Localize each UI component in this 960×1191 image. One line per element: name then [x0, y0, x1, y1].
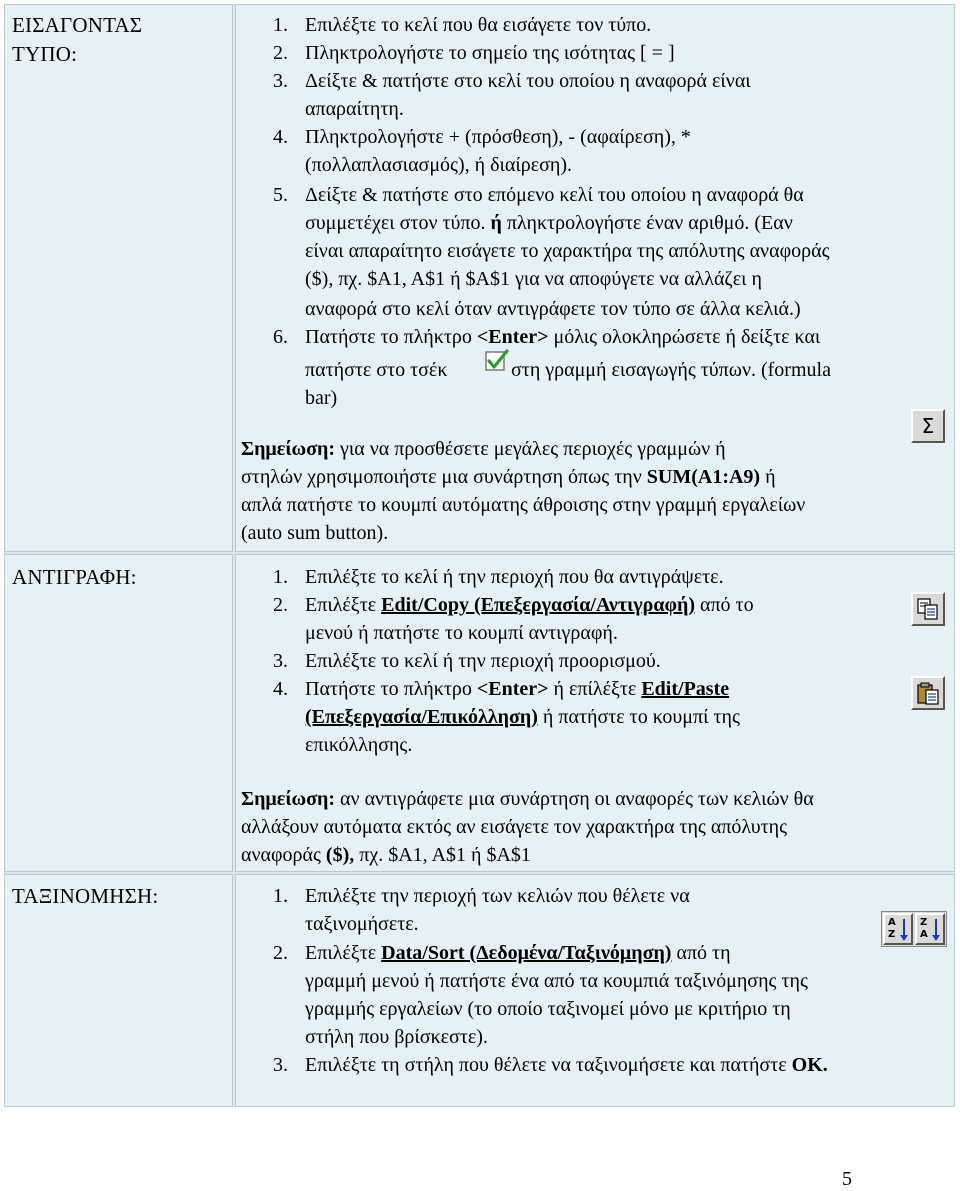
step-text: (Επεξεργασία/Επικόλληση) ή πατήστε το κουμπί της	[305, 706, 740, 728]
step-number: 1.	[273, 14, 288, 36]
step-text: γραμμή μενού ή πατήστε ένα από τα κουμπιά ταξινόμησης της	[305, 970, 808, 992]
step-text: συμμετέχει στον τύπο. ή πληκτρολογήστε έναν αριθμό. (Εαν	[305, 212, 793, 234]
label-cell-copy	[4, 554, 233, 872]
step-number: 3.	[273, 650, 288, 672]
sort-descending-button[interactable]	[915, 913, 945, 945]
step-text: Πατήστε το πλήκτρο <Enter> μόλις ολοκληρώσετε ή δείξτε και	[305, 326, 821, 348]
menu-command: (Επεξεργασία/Επικόλληση)	[305, 706, 538, 728]
step-number: 2.	[273, 594, 288, 616]
step-text: μενού ή πατήστε το κουμπί αντιγραφή.	[305, 622, 618, 644]
sort-ascending-button[interactable]	[883, 913, 913, 945]
step-number: 3.	[273, 1054, 288, 1076]
step-text: Επιλέξτε το κελί που θα εισάγετε τον τύπο.	[305, 14, 652, 36]
step-text: ταξινομήσετε.	[305, 913, 419, 935]
step-text: στήλη που βρίσκεστε).	[305, 1026, 488, 1048]
step-text: Επιλέξτε Edit/Copy (Επεξεργασία/Αντιγραφή) από το	[305, 594, 754, 616]
sort-descending-icon: Z A	[919, 916, 943, 944]
menu-command: Edit/Paste	[641, 678, 730, 700]
section-label-copy: ΑΝΤΙΓΡΑΦΗ:	[12, 565, 137, 589]
step-text: Πληκτρολογήστε + (πρόσθεση), - (αφαίρεση), *	[305, 126, 691, 148]
step-text: αναφορά στο κελί όταν αντιγράφετε τον τύπο σε άλλα κελιά.)	[305, 298, 801, 320]
step-text: απαραίτητη.	[305, 98, 404, 120]
menu-command: Data/Sort (Δεδομένα/Ταξινόμηση)	[381, 942, 672, 964]
note-text: αναφοράς ($), πχ. $A1, A$1 ή $A$1	[241, 844, 531, 866]
step-number: 4.	[273, 126, 288, 148]
step-number: 2.	[273, 942, 288, 964]
note-text: Σημείωση: αν αντιγράφετε μια συνάρτηση οι αναφορές των κελιών θα	[241, 788, 814, 810]
step-text: Επιλέξτε το κελί ή την περιοχή προορισμού.	[305, 650, 661, 672]
step-text: (πολλαπλασιασμός), ή διαίρεση).	[305, 154, 573, 176]
step-text: Πληκτρολογήστε το σημείο της ισότητας [ = ]	[305, 42, 675, 64]
step-text: bar)	[305, 387, 338, 409]
step-number: 2.	[273, 42, 288, 64]
step-text: πατήστε στο τσέκ	[305, 359, 448, 381]
step-text: επικόλλησης.	[305, 734, 413, 756]
step-text: Επιλέξτε Data/Sort (Δεδομένα/Ταξινόμηση) από τη	[305, 942, 731, 964]
step-text: Δείξτε & πατήστε στο επόμενο κελί του οποίου η αναφορά θα	[305, 184, 804, 206]
step-number: 1.	[273, 566, 288, 588]
step-text: Επιλέξτε την περιοχή των κελιών που θέλετε να	[305, 885, 690, 907]
step-number: 5.	[273, 184, 288, 206]
section-label-formula: ΕΙΣΑΓΟΝΤΑΣ ΤΥΠΟ:	[12, 13, 143, 66]
step-text: στη γραμμή εισαγωγής τύπων. (formula	[511, 359, 831, 381]
step-text: Επιλέξτε τη στήλη που θέλετε να ταξινομήσετε και πατήστε OK.	[305, 1054, 828, 1076]
autosum-button[interactable]	[911, 409, 945, 443]
sort-buttons-group	[881, 911, 947, 947]
copy-icon	[916, 597, 940, 621]
step-text: Πατήστε το πλήκτρο <Enter> ή επίλέξτε Edit/Paste	[305, 678, 730, 700]
sigma-icon: Σ	[921, 414, 935, 438]
check-mark-icon[interactable]	[484, 348, 510, 374]
paste-button[interactable]	[911, 676, 945, 710]
page-number: 5	[842, 1168, 852, 1190]
note-text: στηλών χρησιμοποιήστε μια συνάρτηση όπως την SUM(A1:A9) ή	[241, 466, 776, 488]
step-number: 6.	[273, 326, 288, 348]
step-text: είναι απαραίτητο εισάγετε το χαρακτήρα της απόλυτης αναφοράς	[305, 240, 830, 262]
note-text: Σημείωση: για να προσθέσετε μεγάλες περιοχές γραμμών ή	[241, 438, 726, 460]
step-text: Επιλέξτε το κελί ή την περιοχή που θα αντιγράψετε.	[305, 566, 724, 588]
sort-ascending-icon: A Z	[887, 916, 911, 944]
step-text: ($), πχ. $A1, A$1 ή $A$1 για να αποφύγετε να αλλάζει η	[305, 268, 762, 290]
step-number: 4.	[273, 678, 288, 700]
label-cell-formula	[4, 4, 233, 552]
step-text: γραμμής εργαλείων (το οποίο ταξινομεί μόνο με κριτήριο τη	[305, 998, 791, 1020]
copy-button[interactable]	[911, 592, 945, 626]
menu-command: Edit/Copy (Επεξεργασία/Αντιγραφή)	[381, 594, 695, 616]
paste-icon	[916, 681, 940, 705]
step-number: 3.	[273, 70, 288, 92]
step-text: Δείξτε & πατήστε στο κελί του οποίου η αναφορά είναι	[305, 70, 751, 92]
note-text: αλλάξουν αυτόματα εκτός αν εισάγετε τον χαρακτήρα της απόλυτης	[241, 816, 788, 838]
step-number: 1.	[273, 885, 288, 907]
section-label-sort: ΤΑΞΙΝΟΜΗΣΗ:	[12, 884, 159, 908]
note-text: απλά πατήστε το κουμπί αυτόματης άθροισης στην γραμμή εργαλείων	[241, 494, 806, 516]
note-text: (auto sum button).	[241, 522, 389, 544]
